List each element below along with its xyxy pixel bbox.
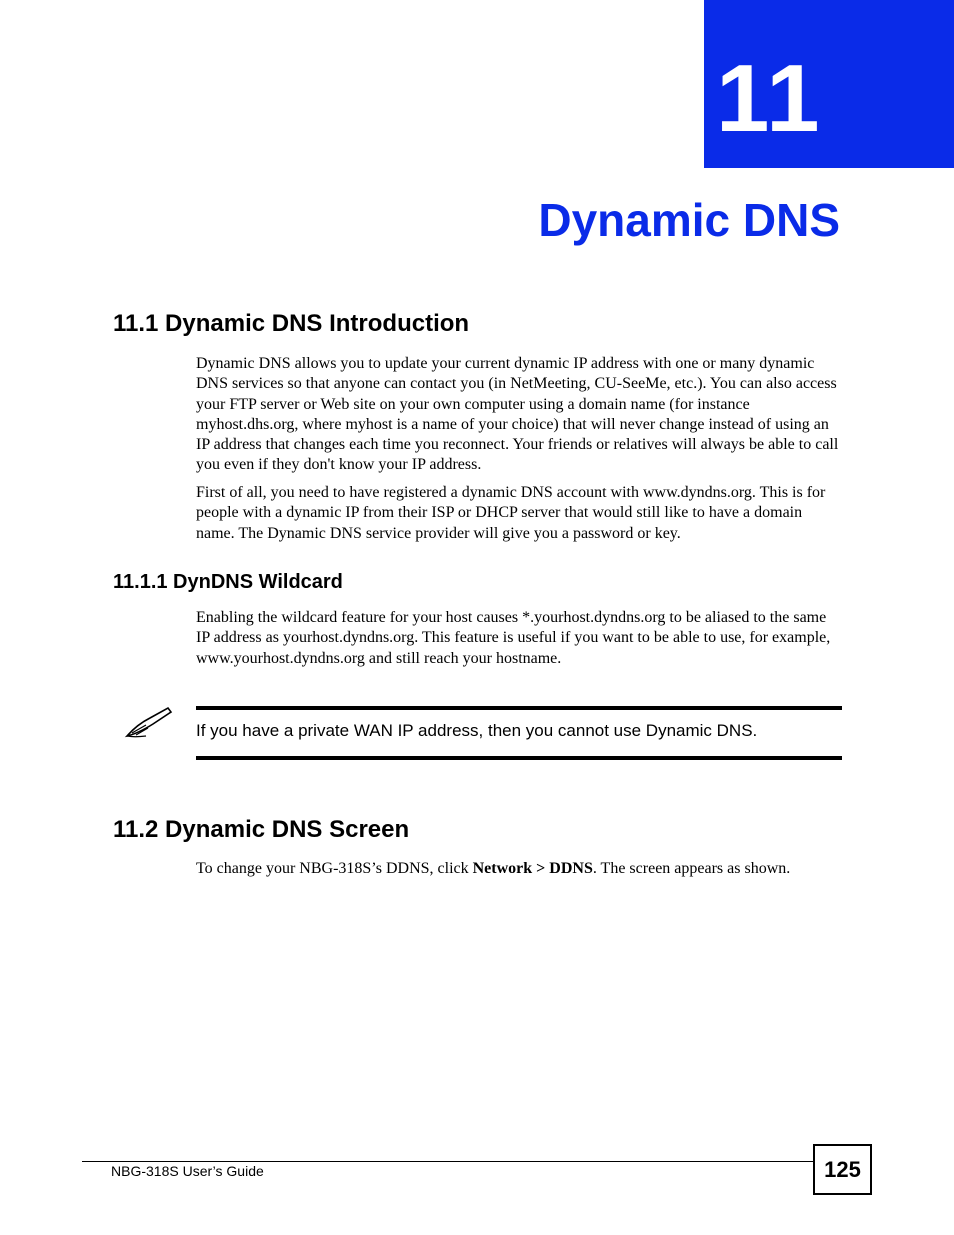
chapter-title: Dynamic DNS [538,194,840,246]
note-text: If you have a private WAN IP address, then you cannot use Dynamic DNS. [196,721,758,740]
subsection-heading-wildcard: 11.1.1 DynDNS Wildcard [113,571,343,593]
screen-paragraph-text-2: . The screen appears as shown. [592,860,791,877]
chapter-number: 11 [716,45,822,152]
screen-paragraph [196,859,842,879]
note-top-rule [196,706,842,710]
intro-paragraph-2: First of all, you need to have registered a dynamic DNS account with www.dyndns.org. This is for people with a dynamic IP from their ISP or DHCP server that would still like to have a domain name. The Dynamic DNS service provider will give you a password or key. [196,484,826,542]
section-heading-screen: 11.2 Dynamic DNS Screen [113,816,410,843]
wildcard-paragraph: Enabling the wildcard feature for your host causes *.yourhost.dyndns.org to be aliased to the same IP address as yourhost.dyndns.org. This feature is useful if you want to be able to use, for example, www.yourhost.dyndns.org and still reach your hostname. [196,609,831,667]
note-bottom-rule [196,756,842,760]
menu-path: Network > DDNS [472,860,593,877]
screen-paragraph-text-1: To change your NBG-318S’s DDNS, click [196,860,473,877]
pen-note-icon [124,706,174,740]
section-heading-intro: 11.1 Dynamic DNS Introduction [113,310,470,337]
intro-paragraph-1: Dynamic DNS allows you to update your current dynamic IP address with one or many dynamic DNS services so that anyone can contact you (in NetMeeting, CU-SeeMe, etc.). You can also access your FTP server or Web site on your own computer using a domain name (for instance myhost.dhs.org, where myhost is a name of your choice) that will never change instead of using an IP address that changes each time you reconnect. Your friends or relatives will always be able to call you even if they don't know your IP address. [196,355,839,474]
page-number: 125 [813,1144,872,1195]
footer-guide-title: NBG-318S User’s Guide [111,1163,264,1179]
